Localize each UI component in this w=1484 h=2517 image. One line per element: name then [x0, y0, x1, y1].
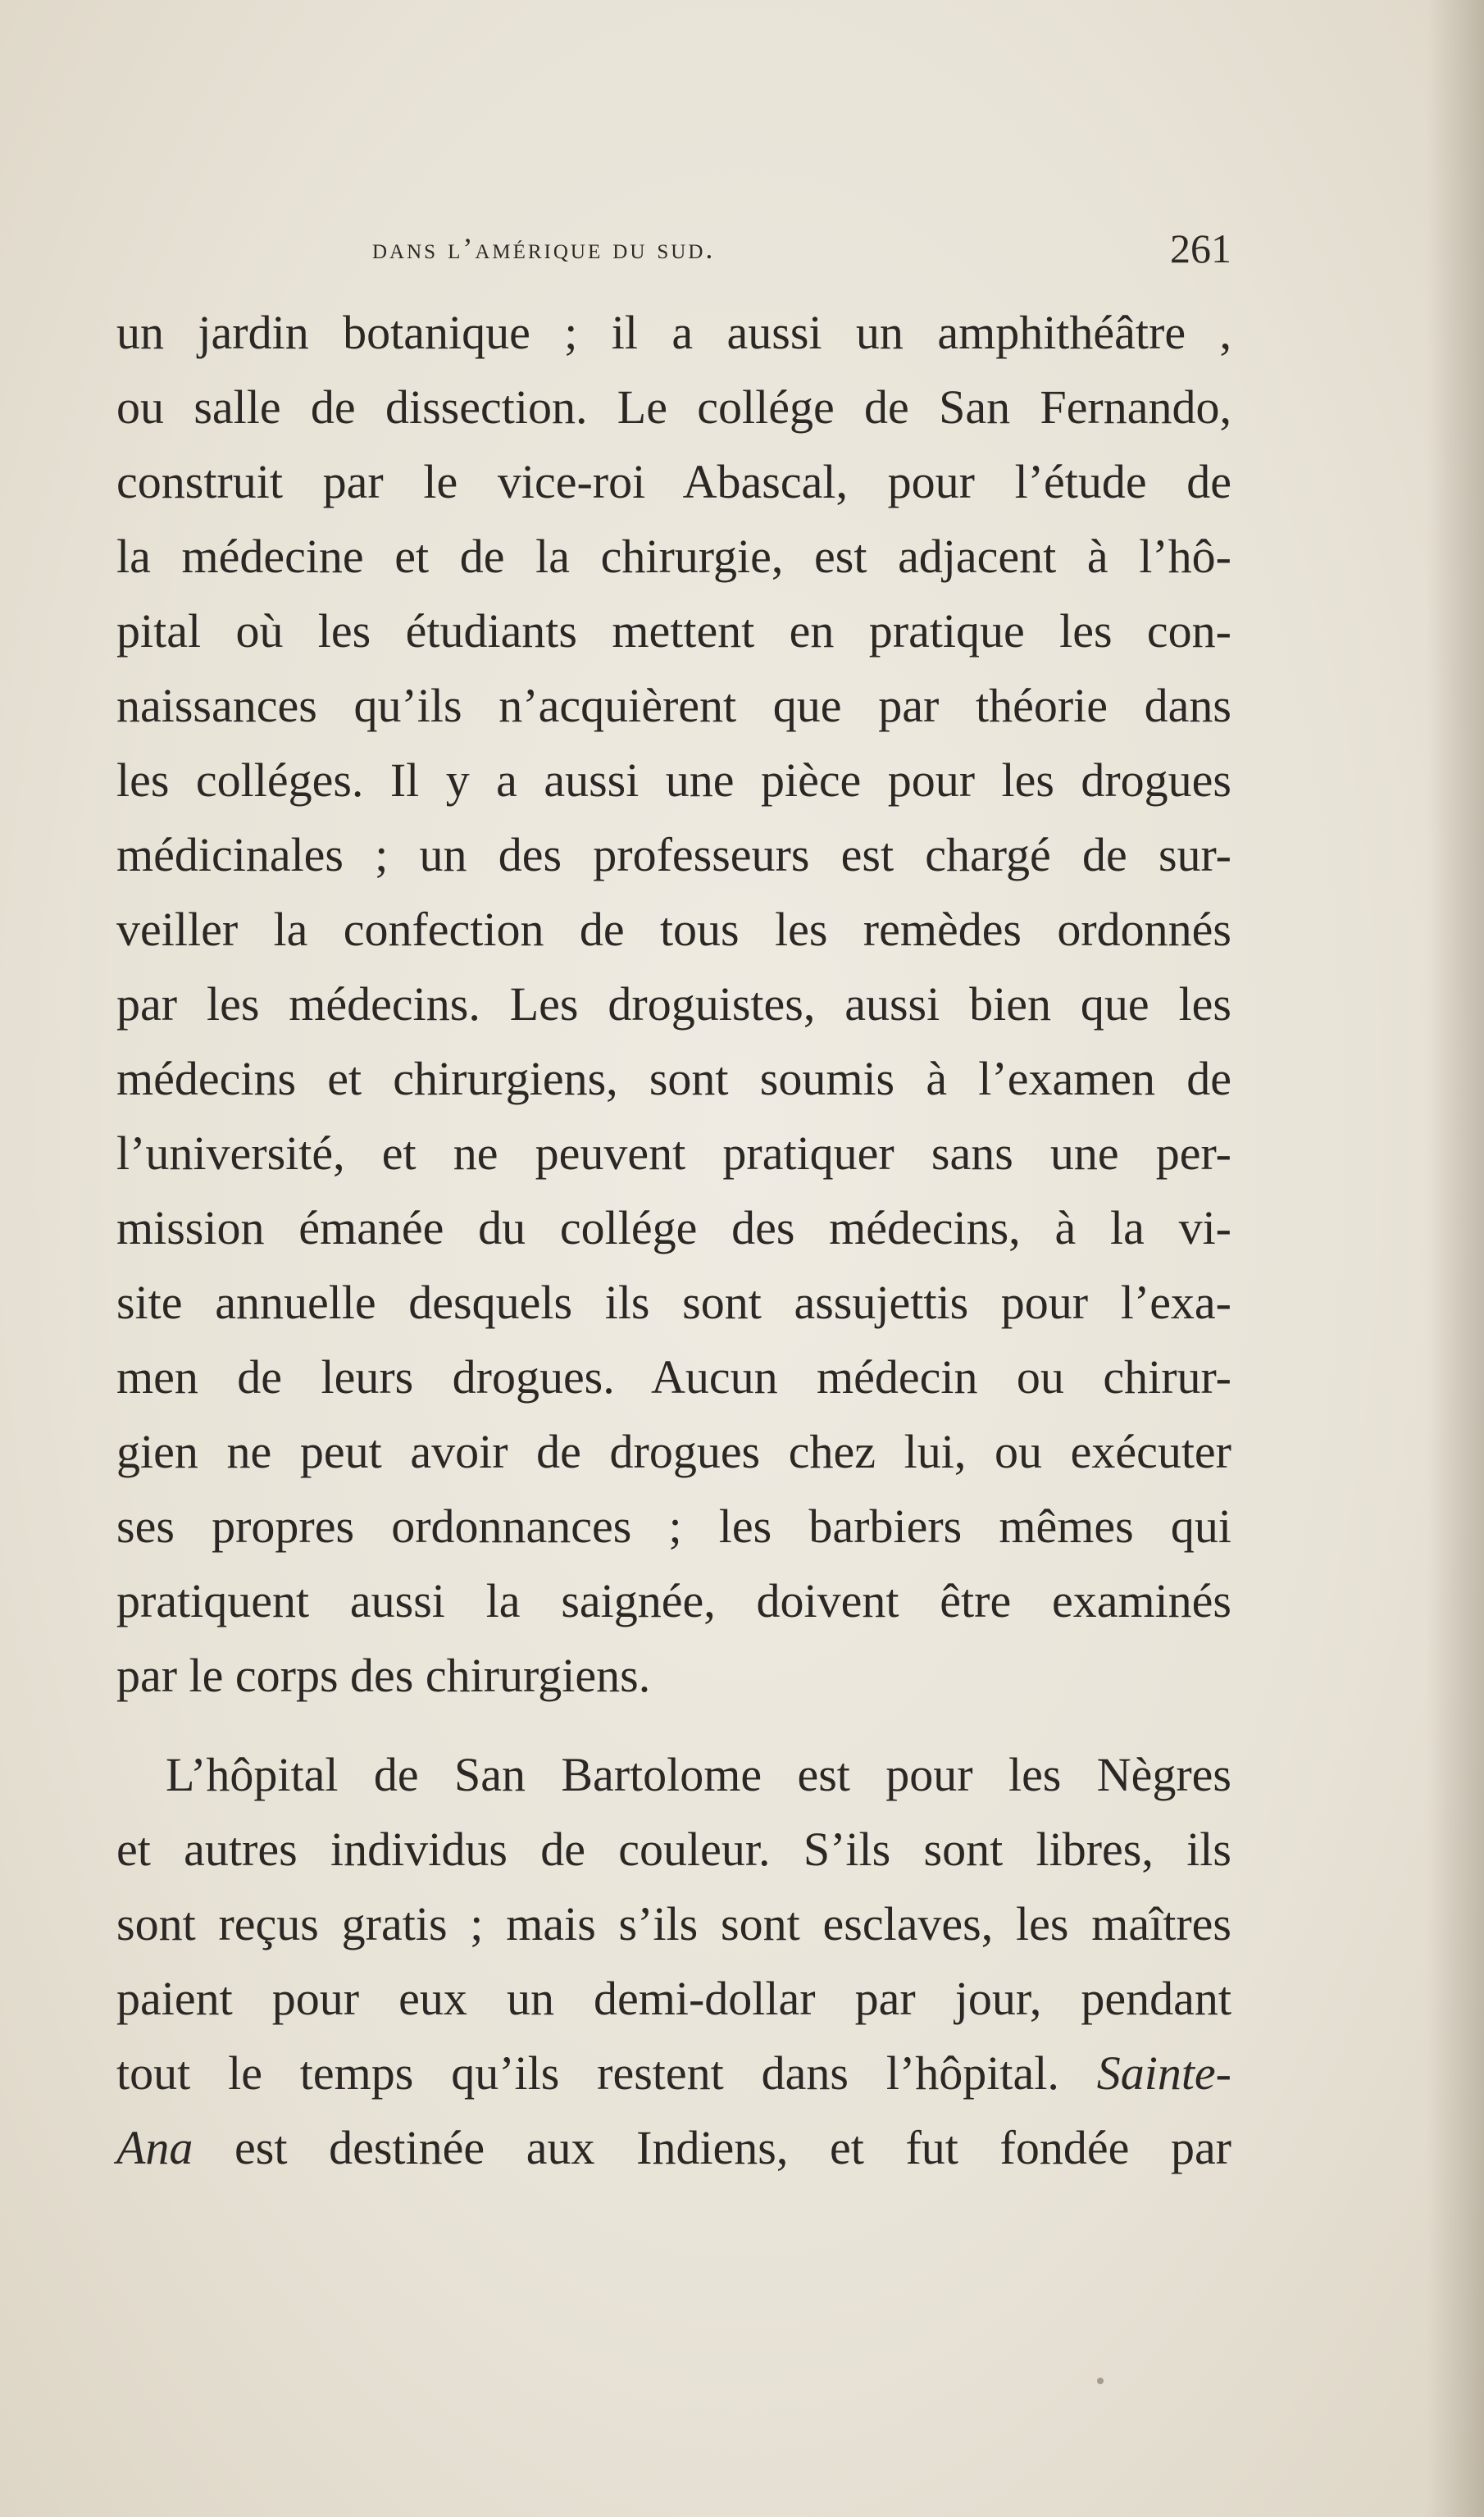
text-line	[116, 1887, 1231, 1961]
text-line: veiller la confection de tous les remèdes ordonnés	[116, 903, 1231, 956]
text-line	[116, 1961, 1231, 2036]
text-line	[116, 2036, 1231, 2110]
text-span: et autres individus de couleur. S’ils sont libres, ils	[116, 1823, 1231, 1876]
text-span: tout le temps qu’ils restent dans l’hôpital.	[116, 2046, 1059, 2100]
text-line: la médecine et de la chirurgie, est adjacent à l’hô-	[116, 530, 1231, 583]
italic-text: Sainte-	[1096, 2046, 1231, 2100]
text-line	[116, 1812, 1231, 1887]
italic-text: Ana	[116, 2121, 193, 2174]
text-line: les colléges. Il y a aussi une pièce pour les drogues	[116, 753, 1231, 807]
body-text	[116, 295, 1231, 2185]
text-line: ou salle de dissection. Le collége de San Fernando,	[116, 380, 1231, 434]
text-line: médecins et chirurgiens, sont soumis à l’examen de	[116, 1052, 1231, 1105]
paragraph-1	[116, 295, 1231, 1713]
text-line: un jardin botanique ; il a aussi un amphithéâtre ,	[116, 306, 1231, 359]
text-span: paient pour eux un demi-dollar par jour, pendant	[116, 1972, 1231, 2025]
text-line: par le corps des chirurgiens.	[116, 1649, 651, 1702]
page-number: 261	[1170, 225, 1231, 271]
text-span: sont reçus gratis ; mais s’ils sont esclaves, les maîtres	[116, 1897, 1231, 1950]
text-line: l’université, et ne peuvent pratiquer sans une per-	[116, 1127, 1231, 1180]
text-line: pratiquent aussi la saignée, doivent être examinés	[116, 1574, 1231, 1627]
ink-speck	[1097, 2378, 1104, 2384]
running-head-title: dans l’amérique du sud.	[372, 232, 716, 265]
text-span: est destinée aux Indiens, et fut fondée par	[193, 2121, 1231, 2174]
text-line: pital où les étudiants mettent en pratique les con-	[116, 604, 1231, 658]
text-line: site annuelle desquels ils sont assujettis pour l’exa-	[116, 1276, 1231, 1329]
text-line: men de leurs drogues. Aucun médecin ou chirur-	[116, 1350, 1231, 1404]
text-line: construit par le vice-roi Abascal, pour l’étude de	[116, 455, 1231, 508]
text-line: naissances qu’ils n’acquièrent que par théorie dans	[116, 679, 1231, 732]
text-line	[116, 2110, 1231, 2185]
text-line: mission émanée du collége des médecins, à la vi-	[116, 1201, 1231, 1254]
paragraph-2	[116, 1737, 1231, 2185]
running-head	[116, 215, 1231, 289]
text-line: par les médecins. Les droguistes, aussi bien que les	[116, 977, 1231, 1031]
text-line: gien ne peut avoir de drogues chez lui, ou exécuter	[116, 1425, 1231, 1478]
text-line: ses propres ordonnances ; les barbiers mêmes qui	[116, 1500, 1231, 1553]
paragraph-gap	[116, 1713, 1231, 1737]
text-line: médicinales ; un des professeurs est chargé de sur-	[116, 828, 1231, 881]
text-span: L’hôpital de San Bartolome est pour les Nègres	[166, 1748, 1231, 1801]
text-line	[116, 1737, 1231, 1812]
